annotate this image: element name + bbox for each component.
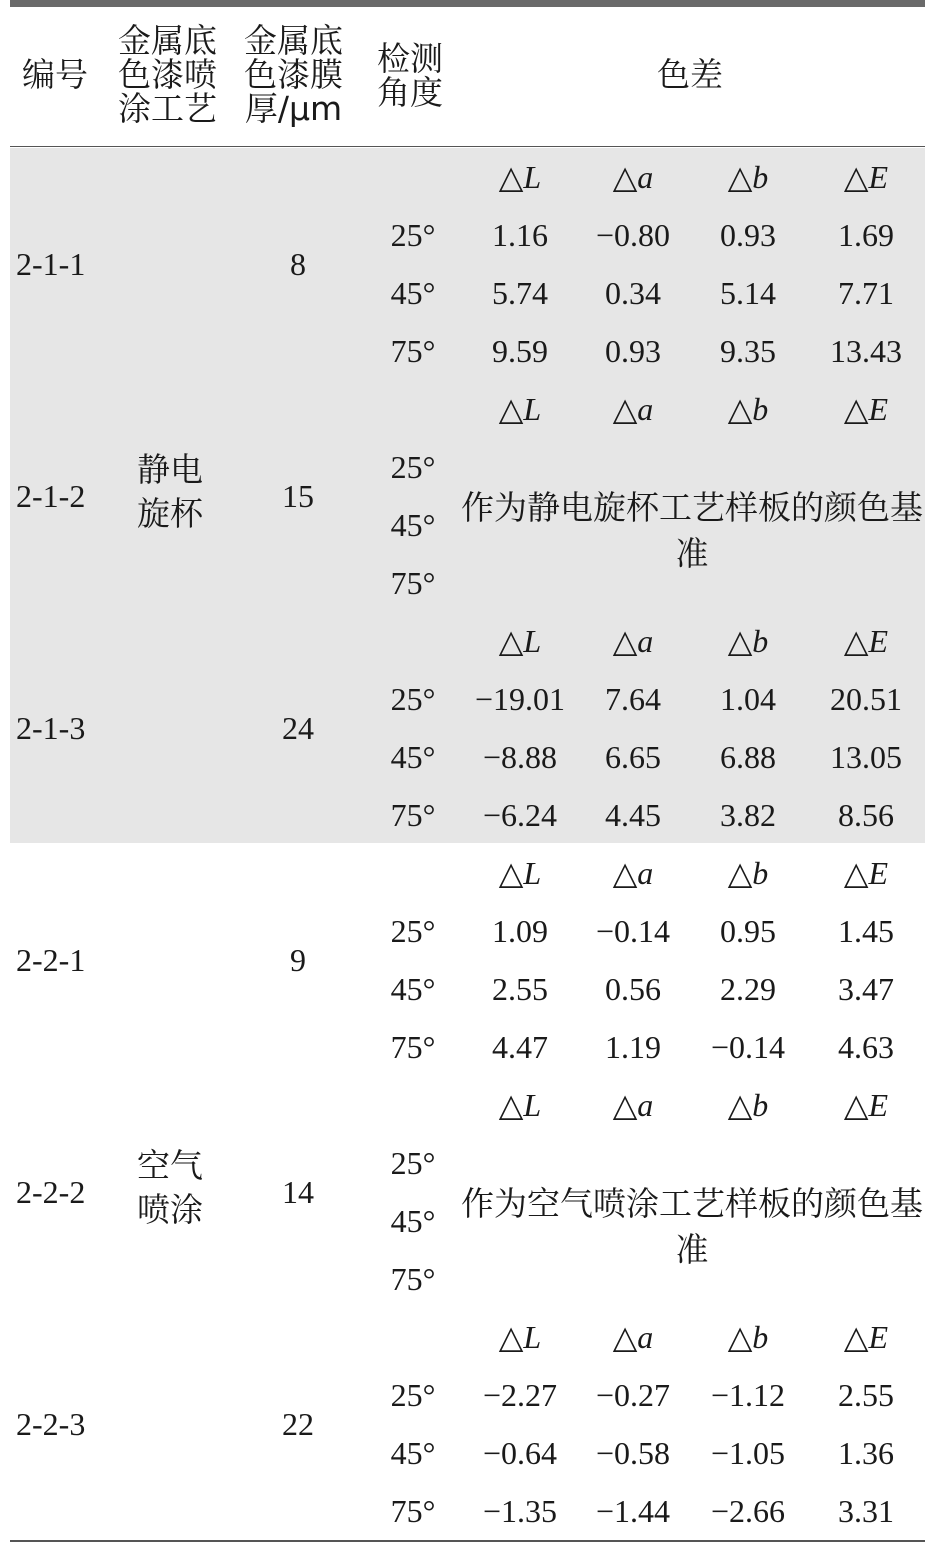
color-diff-value: 9.59 <box>492 333 548 369</box>
detection-angle: 45° <box>390 1203 436 1239</box>
delta-label: △L <box>498 391 542 427</box>
header-thickness <box>244 21 343 128</box>
delta-label: △L <box>498 623 542 659</box>
header-thickness-line: 色漆膜 <box>244 55 343 94</box>
color-diff-value: −0.14 <box>710 1029 786 1065</box>
color-diff-value: 2.29 <box>720 971 776 1007</box>
delta-label: △a <box>612 391 654 427</box>
color-diff-value: 3.47 <box>838 971 894 1007</box>
header-rule <box>10 146 925 147</box>
delta-label: △E <box>843 623 889 659</box>
color-diff-value: 13.05 <box>830 739 902 775</box>
delta-label: △a <box>612 855 654 891</box>
detection-angle: 25° <box>390 1377 436 1413</box>
delta-label: △L <box>498 1319 542 1355</box>
detection-angle: 45° <box>390 507 436 543</box>
color-diff-value: 5.14 <box>720 275 776 311</box>
color-diff-value: −2.27 <box>482 1377 558 1413</box>
header-process <box>118 21 217 128</box>
color-diff-value: −19.01 <box>474 681 566 717</box>
sample-id: 2-1-2 <box>16 478 86 514</box>
process-label <box>137 448 203 536</box>
detection-angle: 75° <box>390 1029 436 1065</box>
color-diff-value: 20.51 <box>830 681 902 717</box>
color-diff-value: 1.16 <box>492 217 548 253</box>
color-diff-value: −6.24 <box>482 797 558 833</box>
color-diff-value: −0.14 <box>595 913 671 949</box>
color-diff-value: 0.56 <box>605 971 661 1007</box>
sample-id: 2-1-1 <box>16 246 86 282</box>
delta-label: △E <box>843 1087 889 1123</box>
color-diff-value: 4.45 <box>605 797 661 833</box>
film-thickness: 8 <box>290 246 306 282</box>
detection-angle: 75° <box>390 565 436 601</box>
color-diff-value: 0.34 <box>605 275 661 311</box>
header-process-line: 色漆喷 <box>118 55 217 94</box>
color-diff-value: 13.43 <box>830 333 902 369</box>
film-thickness: 14 <box>282 1174 314 1210</box>
detection-angle: 45° <box>390 971 436 1007</box>
color-diff-value: 2.55 <box>492 971 548 1007</box>
sample-id: 2-2-1 <box>16 942 86 978</box>
detection-angle: 25° <box>390 449 436 485</box>
detection-angle: 25° <box>390 217 436 253</box>
delta-label: △b <box>727 159 769 195</box>
color-diff-value: 1.19 <box>605 1029 661 1065</box>
color-diff-value: 0.95 <box>720 913 776 949</box>
delta-label: △b <box>727 1087 769 1123</box>
color-diff-value: 4.63 <box>838 1029 894 1065</box>
color-diff-value: 0.93 <box>720 217 776 253</box>
color-diff-value: 3.82 <box>720 797 776 833</box>
header-process-line: 金属底 <box>118 21 217 60</box>
detection-angle: 25° <box>390 681 436 717</box>
detection-angle: 25° <box>390 913 436 949</box>
delta-label: △b <box>727 391 769 427</box>
color-diff-value: −0.80 <box>595 217 671 253</box>
color-diff-value: 1.04 <box>720 681 776 717</box>
detection-angle: 45° <box>390 275 436 311</box>
color-diff-value: −1.44 <box>595 1493 671 1529</box>
detection-angle: 45° <box>390 1435 436 1471</box>
header-color-diff: 色差 <box>657 55 723 94</box>
detection-angle: 25° <box>390 1145 436 1181</box>
color-diff-value: −0.58 <box>595 1435 671 1471</box>
color-diff-value: −1.05 <box>710 1435 786 1471</box>
color-diff-value: 8.56 <box>838 797 894 833</box>
delta-label: △a <box>612 1087 654 1123</box>
header-process-line: 涂工艺 <box>118 89 217 128</box>
delta-label: △b <box>727 1319 769 1355</box>
delta-label: △a <box>612 1319 654 1355</box>
color-diff-value: −2.66 <box>710 1493 786 1529</box>
process-label-line: 空气 <box>137 1146 203 1185</box>
sample-id: 2-1-3 <box>16 710 86 746</box>
header-id: 编号 <box>22 55 88 94</box>
delta-label: △L <box>498 855 542 891</box>
color-diff-value: 1.36 <box>838 1435 894 1471</box>
color-diff-value: −8.88 <box>482 739 558 775</box>
color-diff-value: 1.45 <box>838 913 894 949</box>
delta-label: △L <box>498 1087 542 1123</box>
color-diff-value: −1.12 <box>710 1377 786 1413</box>
process-label-line: 喷涂 <box>137 1190 203 1229</box>
color-diff-value: −0.64 <box>482 1435 558 1471</box>
color-diff-value: 5.74 <box>492 275 548 311</box>
color-diff-value: 2.55 <box>838 1377 894 1413</box>
header-angle-line: 角度 <box>377 73 443 112</box>
color-diff-value: 7.71 <box>838 275 894 311</box>
delta-label: △E <box>843 391 889 427</box>
film-thickness: 9 <box>290 942 306 978</box>
color-diff-value: 1.69 <box>838 217 894 253</box>
delta-label: △b <box>727 855 769 891</box>
color-diff-value: 4.47 <box>492 1029 548 1065</box>
color-diff-value: 6.65 <box>605 739 661 775</box>
sample-id: 2-2-2 <box>16 1174 86 1210</box>
film-thickness: 22 <box>282 1406 314 1442</box>
header-angle-line: 检测 <box>377 39 443 78</box>
header-thickness-line: 厚/μm <box>244 89 343 128</box>
delta-label: △a <box>612 159 654 195</box>
top-rule <box>10 0 925 7</box>
color-diff-value: −0.27 <box>595 1377 671 1413</box>
header-thickness-line: 金属底 <box>244 21 343 60</box>
process-label-line: 静电 <box>137 450 203 489</box>
delta-label: △L <box>498 159 542 195</box>
process-label <box>137 1144 203 1232</box>
film-thickness: 24 <box>282 710 314 746</box>
process-label-line: 旋杯 <box>137 494 203 533</box>
reference-note: 作为静电旋杯工艺样板的颜色基准 <box>461 488 923 573</box>
color-diff-value: 0.93 <box>605 333 661 369</box>
color-diff-value: −1.35 <box>482 1493 558 1529</box>
detection-angle: 75° <box>390 333 436 369</box>
color-diff-value: 7.64 <box>605 681 661 717</box>
header-angle <box>377 39 443 112</box>
delta-label: △E <box>843 1319 889 1355</box>
color-diff-value: 9.35 <box>720 333 776 369</box>
delta-label: △E <box>843 855 889 891</box>
delta-label: △E <box>843 159 889 195</box>
film-thickness: 15 <box>282 478 314 514</box>
color-diff-value: 1.09 <box>492 913 548 949</box>
detection-angle: 75° <box>390 1493 436 1529</box>
detection-angle: 75° <box>390 797 436 833</box>
sample-id: 2-2-3 <box>16 1406 86 1442</box>
color-diff-value: 3.31 <box>838 1493 894 1529</box>
detection-angle: 75° <box>390 1261 436 1297</box>
detection-angle: 45° <box>390 739 436 775</box>
delta-label: △b <box>727 623 769 659</box>
delta-label: △a <box>612 623 654 659</box>
color-diff-value: 6.88 <box>720 739 776 775</box>
reference-note: 作为空气喷涂工艺样板的颜色基准 <box>461 1184 923 1269</box>
bottom-rule <box>10 1540 925 1542</box>
